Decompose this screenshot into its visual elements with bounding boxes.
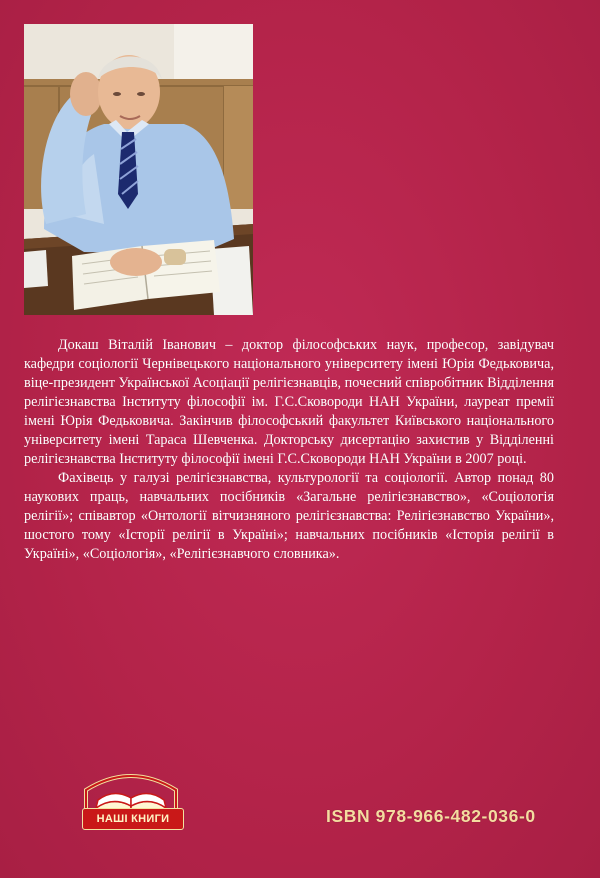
- publisher-name: НАШІ КНИГИ: [82, 808, 184, 830]
- bio-paragraph-2: Фахівець у галузі релігієзнавства, культурології та соціології. Автор понад 80 наукових праць, навчальних посібників «Загальне релігієзнавство», «Соціологія релігії»; співавтор «Онтології вітчизняного релігієзнавства: Релігієзнавство України», шостого тому «Історії релігії в Україні»; навчальних посібників «Історія релігії в Україні», «Соціологія», «Релігієзнавчого словника».: [24, 470, 554, 562]
- author-photo: [24, 24, 253, 315]
- isbn-number: ISBN 978-966-482-036-0: [326, 806, 536, 826]
- bio-paragraph-1: Докаш Віталій Іванович – доктор філософських наук, професор, завідувач кафедри соціології Чернівецького національного університету імені Юрія Федьковича, віце-президент Української Асоціації релігієзнавців, почесний співробітник Відділення релігієзнавства Інституту філософії ім. Г.С.Сковороди НАН України, лауреат премії імені Юрія Федьковича. Закінчив філософський факультет Київського національного університету імені Тараса Шевченка. Докторську дисертацію захистив у Відділенні релігієзнавства Інституту філософії імені Г.С.Сковороди НАН України в 2007 році.: [24, 337, 554, 467]
- author-biography: [24, 336, 554, 564]
